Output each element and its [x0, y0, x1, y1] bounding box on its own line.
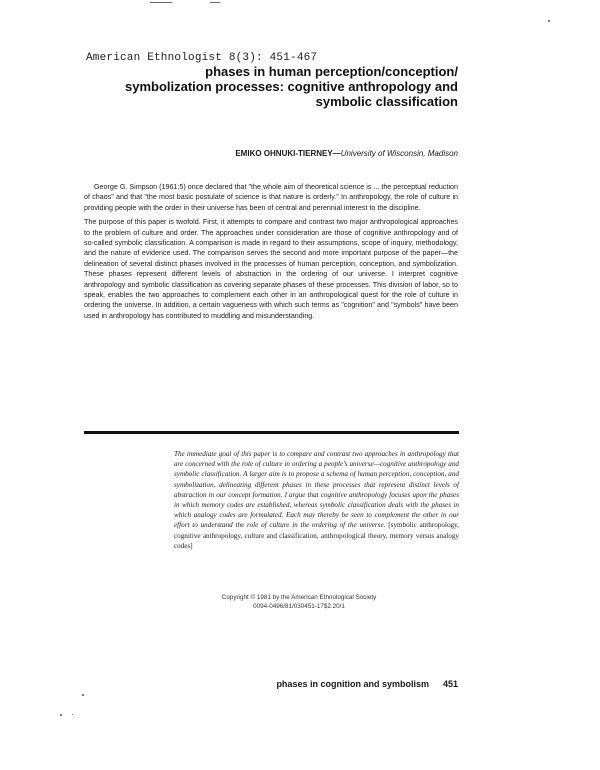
copyright-code: 0094-0496/81/030451-17$2.20/1 — [253, 602, 345, 610]
page-number: 451 — [442, 679, 458, 689]
running-title: phases in cognition and symbolism — [276, 679, 429, 689]
copyright-notice — [184, 594, 414, 611]
scan-speck — [72, 714, 73, 715]
scan-artifact-top — [150, 2, 172, 3]
body-text — [84, 182, 458, 321]
body-paragraph: George G. Simpson (1961:5) once declared that "the whole aim of theoretical science is ... the perceptual reduction of chaos" and that "the most basic postulate of science is that nature is orderly." In anthropology, the role of culture in providing people with the order in their universe has been of central and perennial interest to the discipline. — [84, 183, 458, 212]
author-affiliation: University of Wisconsin, Madison — [340, 149, 458, 158]
page-footer — [276, 679, 458, 689]
title-line: phases in human perception/conception/ — [205, 64, 458, 79]
body-paragraph: The purpose of this paper is twofold. First, it attempts to compare and contrast two major anthropological approaches to the problem of culture and order. The approaches under consideration are those of cognitive anthropology and of so-called symbolic classification. A comparison is made in regard to their assumptions, scope of inquiry, methodology, and the nature of evidence used. The comparison serves the second and more important purpose of the paper—the delineation of several distinct phases involved in the processes of human perception, conception, and symbolization. These phases represent different levels of abstraction in the ordering of our universe. I interpret cognitive anthropology and symbolic classification as covering separate phases of these processes. This division of labor, so to speak, enables the two approaches to complement each other in an anthropological quest for the role of culture in ordering the universe. In addition, a certain vagueness with which such terms as "cognition" and "symbols" have been used in anthropology has contributed to muddling and misunderstanding. — [84, 218, 458, 320]
abstract-keywords: [symbolic anthropology, cognitive anthropology, culture and classification, anthropological theory, memory versus analogy codes] — [174, 521, 459, 550]
copyright-line: Copyright © 1981 by the American Ethnological Society — [221, 594, 377, 601]
title-line: symbolic classification — [315, 94, 458, 109]
journal-citation: American Ethnologist 8(3): 451-467 — [86, 52, 318, 64]
title-line: symbolization processes: cognitive anthropology and — [125, 79, 458, 94]
section-divider — [84, 431, 459, 434]
abstract-text: The immediate goal of this paper is to compare and contrast two approaches in anthropology that are concerned with the role of culture in ordering a people's universe—cognitive anthropology and symbolic classification. A larger aim is to propose a schema of human perception, conception, and symbolization, delineating different phases in these processes that represent distinct levels of abstraction in our concept formation. I argue that cognitive anthropology focuses upon the phases in which memory codes are established, whereas symbolic classification deals with the phases in which analogy codes are formulated. Each may thereby be seen to complement the other in our effort to understand the role of culture in the ordering of the universe. — [174, 450, 459, 530]
author-line — [235, 149, 458, 158]
scan-speck — [548, 20, 550, 22]
scan-speck — [60, 714, 62, 716]
abstract-block — [174, 449, 459, 551]
scan-artifact-top — [210, 2, 220, 3]
article-title — [78, 64, 458, 109]
scan-speck — [82, 694, 84, 696]
author-name: EMIKO OHNUKI-TIERNEY— — [235, 149, 341, 158]
